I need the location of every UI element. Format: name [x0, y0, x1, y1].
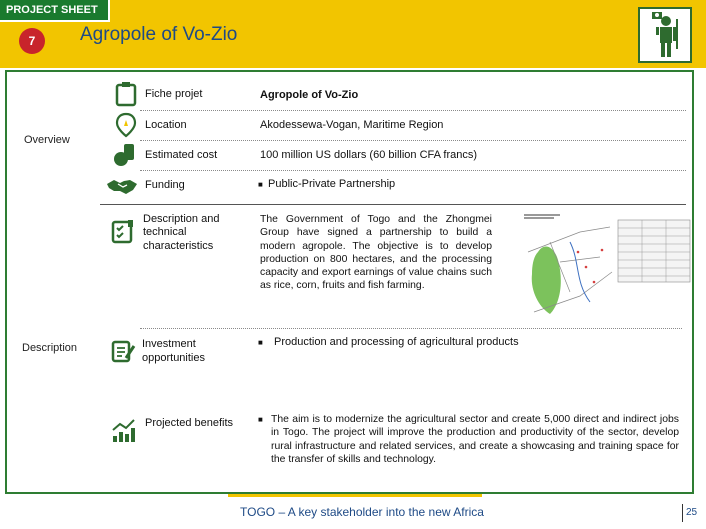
page-number: 25: [686, 507, 698, 518]
overview-section-label: Overview: [24, 134, 70, 146]
overview-label-project: Fiche projet: [145, 88, 203, 100]
overview-label-location: Location: [145, 119, 187, 131]
bullet-icon: ■: [258, 338, 263, 347]
description-label-technical: Description and technical characteristics: [143, 213, 220, 252]
description-value-investment: Production and processing of agricultural products: [274, 336, 519, 348]
clipboard-icon: [113, 81, 139, 107]
section-divider: [100, 204, 686, 205]
bullet-icon: ■: [258, 180, 263, 189]
row-divider: [140, 110, 686, 111]
description-value-technical: The Government of Togo and the Zhongmei Group have signed a partnership to build a modern agropole. The objective is to develop production on 800 hectares, and the processing capacity and export earnings of value chains such as rice, corn, fruits and fish farming.: [260, 214, 492, 292]
overview-label-funding: Funding: [145, 179, 185, 191]
growth-chart-icon: [111, 418, 137, 444]
overview-value-location: Akodessewa-Vogan, Maritime Region: [260, 119, 444, 131]
page-title: Agropole of Vo-Zio: [80, 24, 238, 45]
farmer-icon: [638, 7, 692, 63]
row-divider: [140, 170, 686, 171]
overview-value-project: Agropole of Vo-Zio: [260, 89, 359, 101]
footer-tagline: TOGO – A key stakeholder into the new Africa: [240, 505, 484, 519]
overview-value-funding: Public-Private Partnership: [268, 178, 396, 190]
page-separator: [682, 504, 683, 522]
row-divider: [140, 140, 686, 141]
checklist-icon: [110, 218, 136, 244]
handshake-icon: [106, 174, 138, 200]
description-label-investment: Investment opportunities: [142, 338, 205, 364]
description-section-label: Description: [22, 342, 78, 354]
map-pin-icon: [113, 112, 139, 138]
sheet-number-badge: 7: [19, 28, 45, 54]
project-sheet-tag: PROJECT SHEET: [0, 0, 110, 22]
row-divider: [140, 328, 682, 329]
overview-value-cost: 100 million US dollars (60 billion CFA francs): [260, 149, 478, 161]
project-map-image: [520, 212, 692, 320]
document-pen-icon: [110, 338, 136, 364]
description-value-benefits: The aim is to modernize the agricultural sector and create 5,000 direct and indirect jobs in Togo. The project will improve the production and productivity of the sector, develop rural infrastructure and related services, and create a showcasing and training space for the transfer of skills and technology.: [271, 414, 679, 465]
overview-label-cost: Estimated cost: [145, 149, 218, 161]
footer-accent-line: [228, 494, 482, 497]
description-label-benefits: Projected benefits: [145, 417, 234, 429]
money-bag-icon: [112, 141, 138, 167]
bullet-icon: ■: [258, 415, 263, 424]
